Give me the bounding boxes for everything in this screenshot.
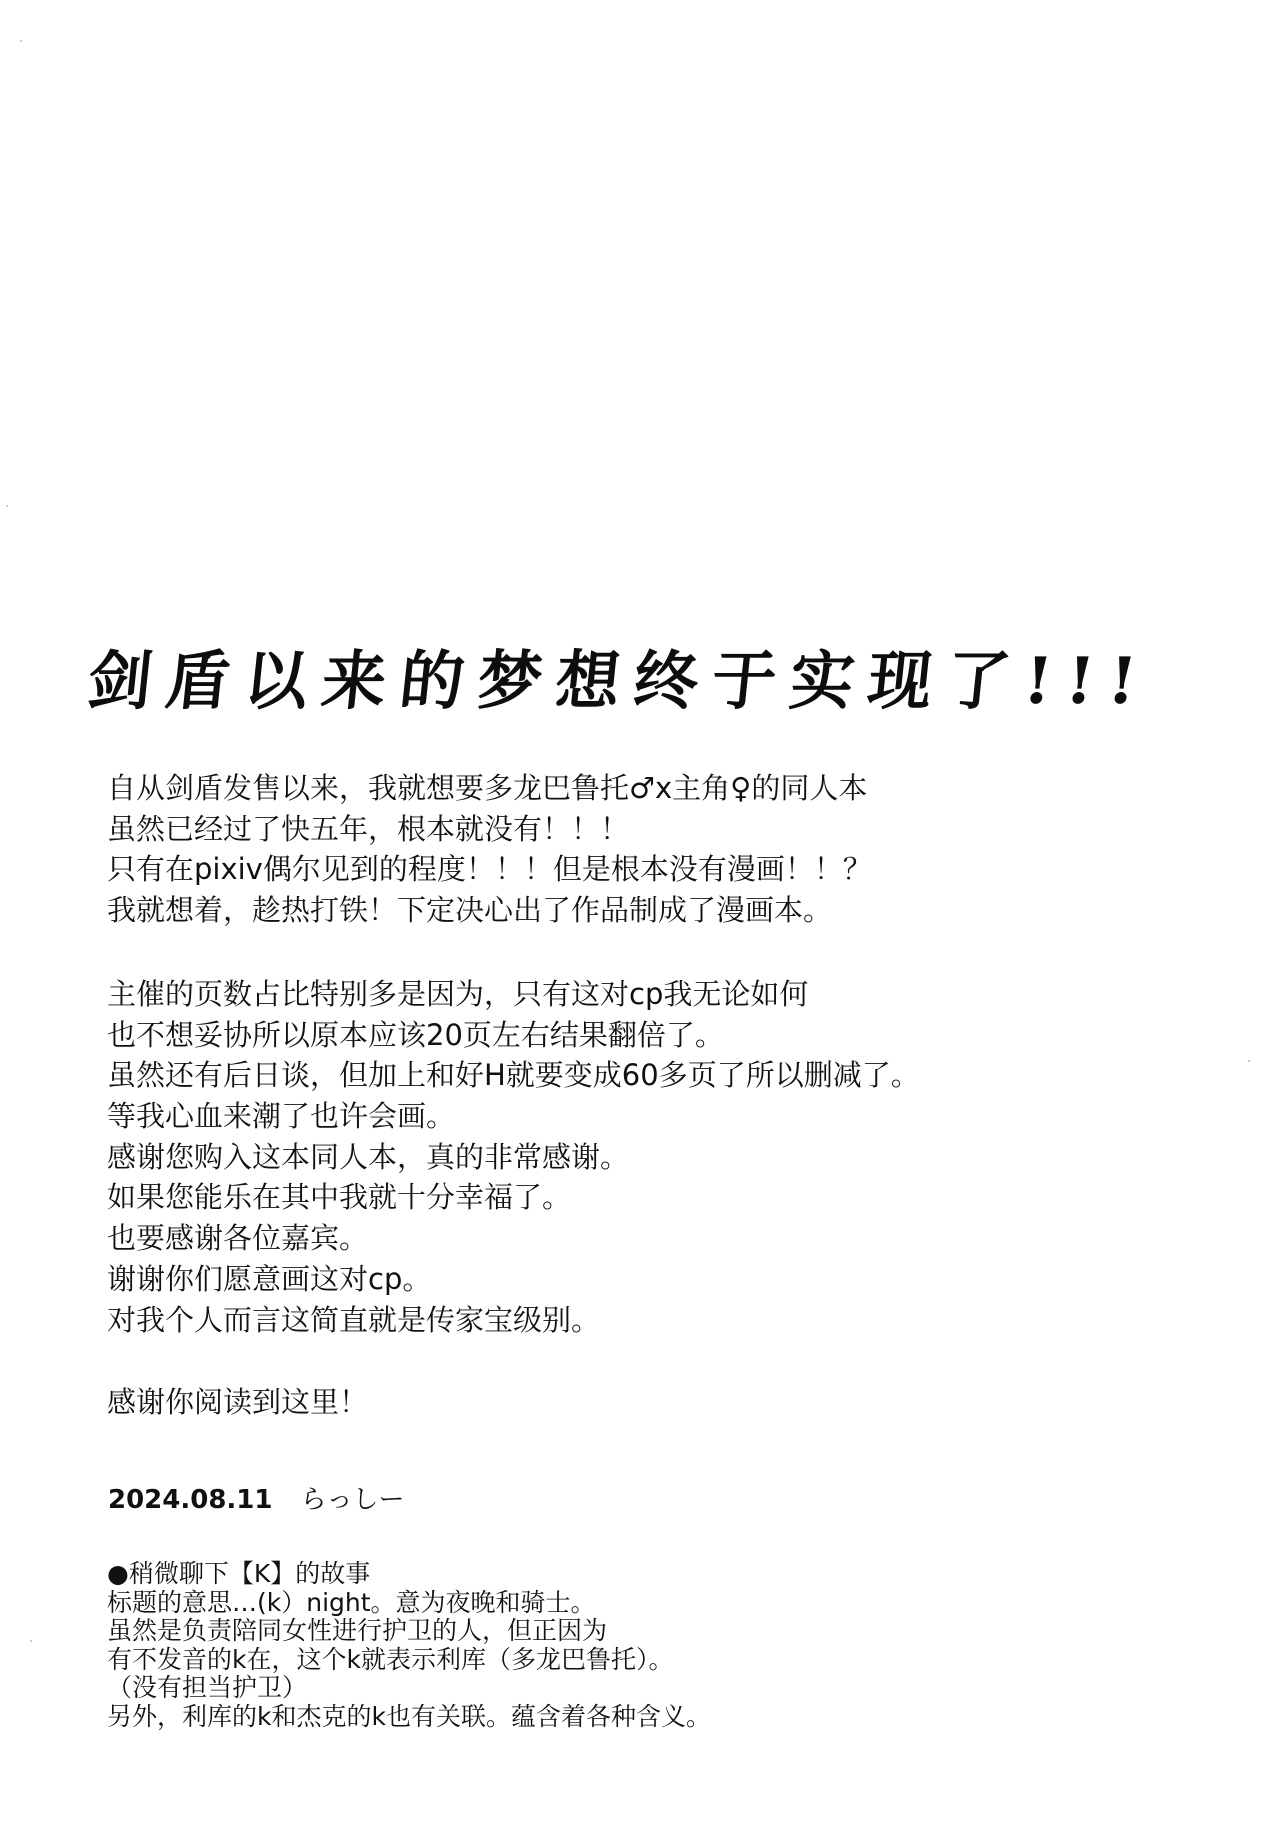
note-line: 虽然是负责陪同女性进行护卫的人，但正因为 bbox=[107, 1616, 608, 1646]
note-line: ●稍微聊下【K】的故事 bbox=[107, 1559, 371, 1588]
note-line: （没有担当护卫） bbox=[107, 1673, 308, 1703]
text-line: 虽然还有后日谈，但加上和好H就要变成60多页了所以删减了。 bbox=[107, 1058, 920, 1093]
footnotes bbox=[107, 1560, 711, 1732]
scan-speck bbox=[6, 505, 8, 507]
text-line: 主催的页数占比特别多是因为，只有这对cp我无论如何 bbox=[107, 977, 809, 1011]
paragraph-1 bbox=[107, 768, 872, 931]
scan-speck bbox=[1248, 1060, 1250, 1062]
scan-speck bbox=[30, 1640, 32, 1642]
signature bbox=[108, 1479, 405, 1516]
paragraph-2 bbox=[107, 974, 920, 1340]
text-line: 感谢你阅读到这里！ bbox=[107, 1385, 369, 1419]
text-line: 也要感谢各位嘉宾。 bbox=[107, 1221, 369, 1256]
text-line: 如果您能乐在其中我就十分幸福了。 bbox=[107, 1180, 572, 1215]
signature-date: 2024.08.11 bbox=[108, 1485, 273, 1515]
paragraph-3 bbox=[107, 1382, 368, 1423]
text-line: 只有在pixiv偶尔见到的程度！！！但是根本没有漫画！！？ bbox=[107, 852, 872, 887]
text-line: 虽然已经过了快五年，根本就没有！！！ bbox=[107, 811, 630, 846]
page-title: 剑盾以来的梦想终于实现了!!! bbox=[84, 644, 1155, 719]
signature-author: らっしー bbox=[300, 1485, 405, 1515]
scan-speck bbox=[20, 40, 22, 42]
note-line: 标题的意思…(k）night。意为夜晚和骑士。 bbox=[107, 1587, 596, 1617]
note-line: 另外，利库的k和杰克的k也有关联。蕴含着各种含义。 bbox=[107, 1701, 711, 1731]
text-line: 我就想着，趁热打铁！下定决心出了作品制成了漫画本。 bbox=[107, 893, 833, 928]
text-line: 感谢您购入这本同人本，真的非常感谢。 bbox=[107, 1139, 630, 1174]
text-line: 自从剑盾发售以来，我就想要多龙巴鲁托♂x主角♀的同人本 bbox=[107, 771, 868, 805]
text-line: 等我心血来潮了也许会画。 bbox=[107, 1099, 456, 1134]
text-line: 谢谢你们愿意画这对cp。 bbox=[107, 1261, 432, 1296]
note-line: 有不发音的k在，这个k就表示利库（多龙巴鲁托）。 bbox=[107, 1644, 674, 1674]
text-line: 对我个人而言这简直就是传家宝级别。 bbox=[107, 1302, 601, 1337]
text-line: 也不想妥协所以原本应该20页左右结果翻倍了。 bbox=[107, 1017, 724, 1052]
